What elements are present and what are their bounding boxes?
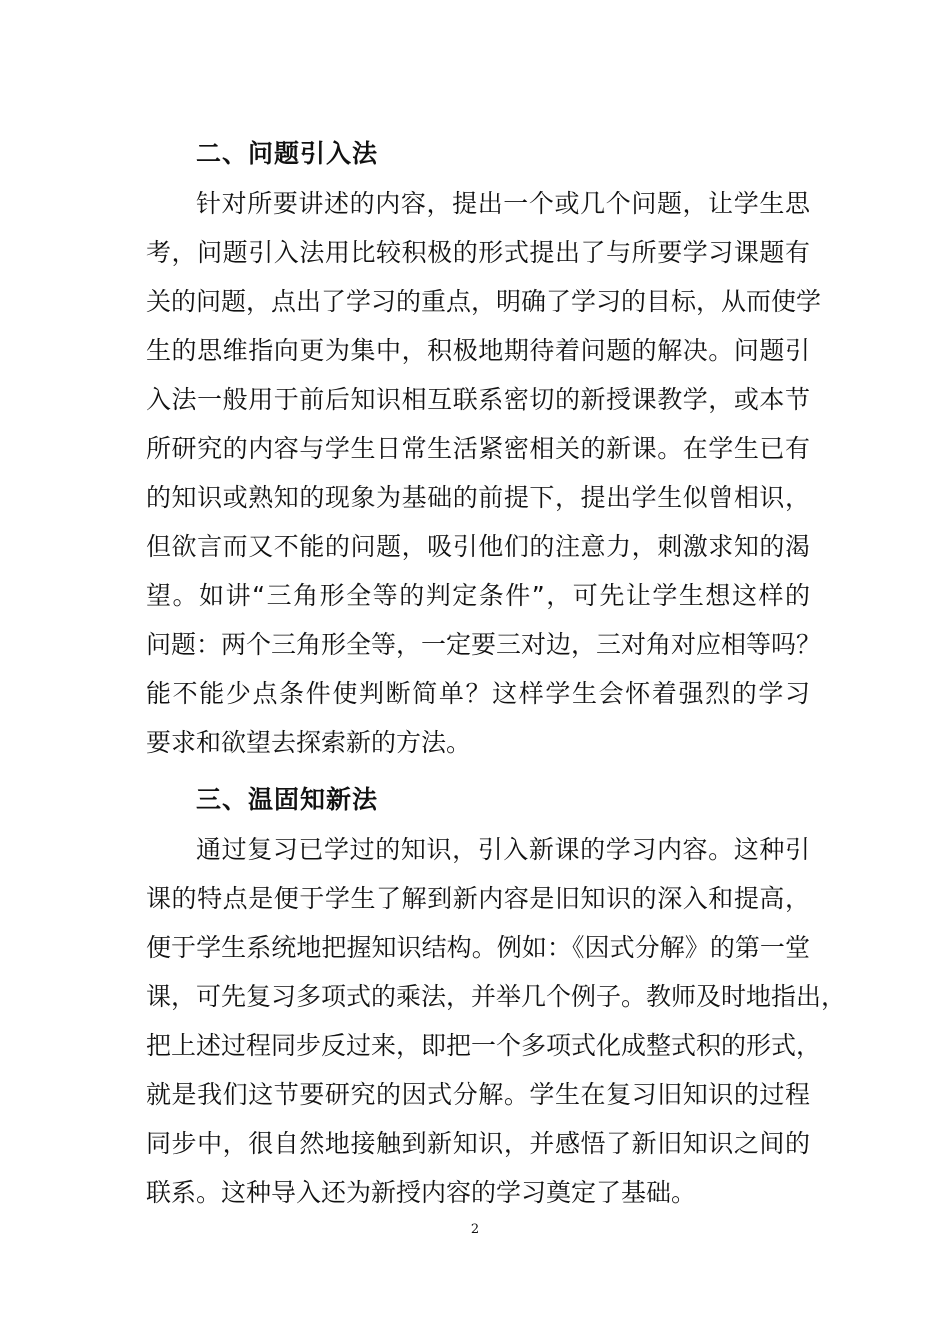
section-heading-2: 二、问题引入法: [196, 139, 379, 168]
paragraph-line: 把上述过程同步反过来，即把一个多项式化成整式积的形式，: [146, 1031, 822, 1060]
paragraph-line: 就是我们这节要研究的因式分解。学生在复习旧知识的过程: [146, 1080, 810, 1109]
paragraph-line: 通过复习已学过的知识，引入新课的学习内容。这种引: [196, 835, 810, 864]
section-heading-3: 三、温固知新法: [196, 785, 379, 814]
paragraph-line: 考，问题引入法用比较积极的形式提出了与所要学习课题有: [146, 238, 810, 267]
paragraph-line: 的知识或熟知的现象为基础的前提下，提出学生似曾相识，: [146, 483, 810, 512]
paragraph-line: 但欲言而又不能的问题，吸引他们的注意力，刺激求知的渴: [146, 532, 810, 561]
paragraph-line: 针对所要讲述的内容，提出一个或几个问题，让学生思: [196, 189, 810, 218]
paragraph-line: 望。如讲“三角形全等的判定条件”，可先让学生想这样的: [146, 581, 810, 610]
paragraph-line: 能不能少点条件使判断简单？这样学生会怀着强烈的学习: [146, 679, 810, 708]
paragraph-line: 要求和欲望去探索新的方法。: [146, 728, 472, 757]
paragraph-line: 问题：两个三角形全等，一定要三对边，三对角对应相等吗？: [146, 630, 822, 659]
paragraph-line: 联系。这种导入还为新授内容的学习奠定了基础。: [146, 1178, 697, 1207]
paragraph-line: 关的问题，点出了学习的重点，明确了学习的目标，从而使学: [146, 287, 822, 316]
paragraph-line: 所研究的内容与学生日常生活紧密相关的新课。在学生已有: [146, 434, 810, 463]
page-number: 2: [470, 1222, 480, 1237]
paragraph-line: 入法一般用于前后知识相互联系密切的新授课教学，或本节: [146, 385, 810, 414]
paragraph-line: 生的思维指向更为集中，积极地期待着问题的解决。问题引: [146, 336, 810, 365]
paragraph-line: 同步中，很自然地接触到新知识，并感悟了新旧知识之间的: [146, 1129, 810, 1158]
paragraph-line: 课的特点是便于学生了解到新内容是旧知识的深入和提高，: [146, 884, 810, 913]
paragraph-line: 课，可先复习多项式的乘法，并举几个例子。教师及时地指出，: [146, 982, 847, 1011]
paragraph-line: 便于学生系统地把握知识结构。例如：《因式分解》的第一堂: [146, 933, 810, 962]
